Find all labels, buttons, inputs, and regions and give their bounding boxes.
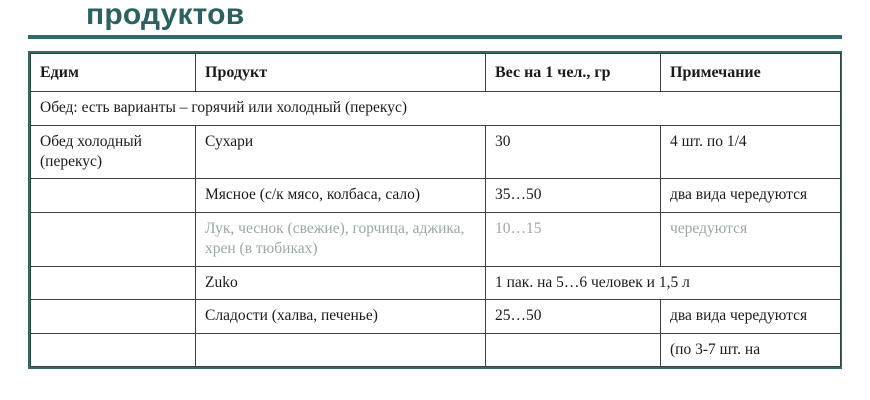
cell-eat xyxy=(31,266,196,299)
cell-product: Zuko xyxy=(196,266,486,299)
cell-product: Лук, чеснок (свежие), горчица, аджика, хрен (в тюбиках) xyxy=(196,212,486,266)
table-row xyxy=(31,266,841,299)
products-table xyxy=(30,53,841,367)
cell-eat xyxy=(31,212,196,266)
cell-product: Мясное (с/к мясо, колбаса, сало) xyxy=(196,179,486,212)
cell-note: два вида чередуются xyxy=(661,300,841,333)
table-row xyxy=(31,333,841,366)
section-note-cell: Обед: есть варианты – горячий или холодный (перекус) xyxy=(31,92,841,125)
column-header-weight: Вес на 1 чел., гр xyxy=(486,54,661,92)
table-header-row xyxy=(31,54,841,92)
table-row xyxy=(31,125,841,179)
cell-note: (по 3-7 шт. на xyxy=(661,333,841,366)
cell-weight: 10…15 xyxy=(486,212,661,266)
table-row xyxy=(31,300,841,333)
cell-product: Сладости (халва, печенье) xyxy=(196,300,486,333)
table-row xyxy=(31,212,841,266)
cell-weight: 1 пак. на 5…6 человек и 1,5 л xyxy=(486,266,841,299)
cell-product: Сухари xyxy=(196,125,486,179)
products-table-container xyxy=(28,51,842,369)
cell-eat xyxy=(31,300,196,333)
cell-note: два вида чередуются xyxy=(661,179,841,212)
page-title: продуктов xyxy=(86,0,245,30)
cell-eat: Обед холодный (перекус) xyxy=(31,125,196,179)
title-block xyxy=(0,0,870,30)
cell-note: 4 шт. по 1/4 xyxy=(661,125,841,179)
column-header-product: Продукт xyxy=(196,54,486,92)
cell-weight: 30 xyxy=(486,125,661,179)
cell-weight: 25…50 xyxy=(486,300,661,333)
column-header-eat: Едим xyxy=(31,54,196,92)
cell-eat xyxy=(31,333,196,366)
cell-product xyxy=(196,333,486,366)
cell-eat xyxy=(31,179,196,212)
cell-note: чередуются xyxy=(661,212,841,266)
title-divider xyxy=(28,35,842,39)
cell-weight: 35…50 xyxy=(486,179,661,212)
cell-weight xyxy=(486,333,661,366)
table-row xyxy=(31,179,841,212)
column-header-note: Примечание xyxy=(661,54,841,92)
table-row-section-note xyxy=(31,92,841,125)
